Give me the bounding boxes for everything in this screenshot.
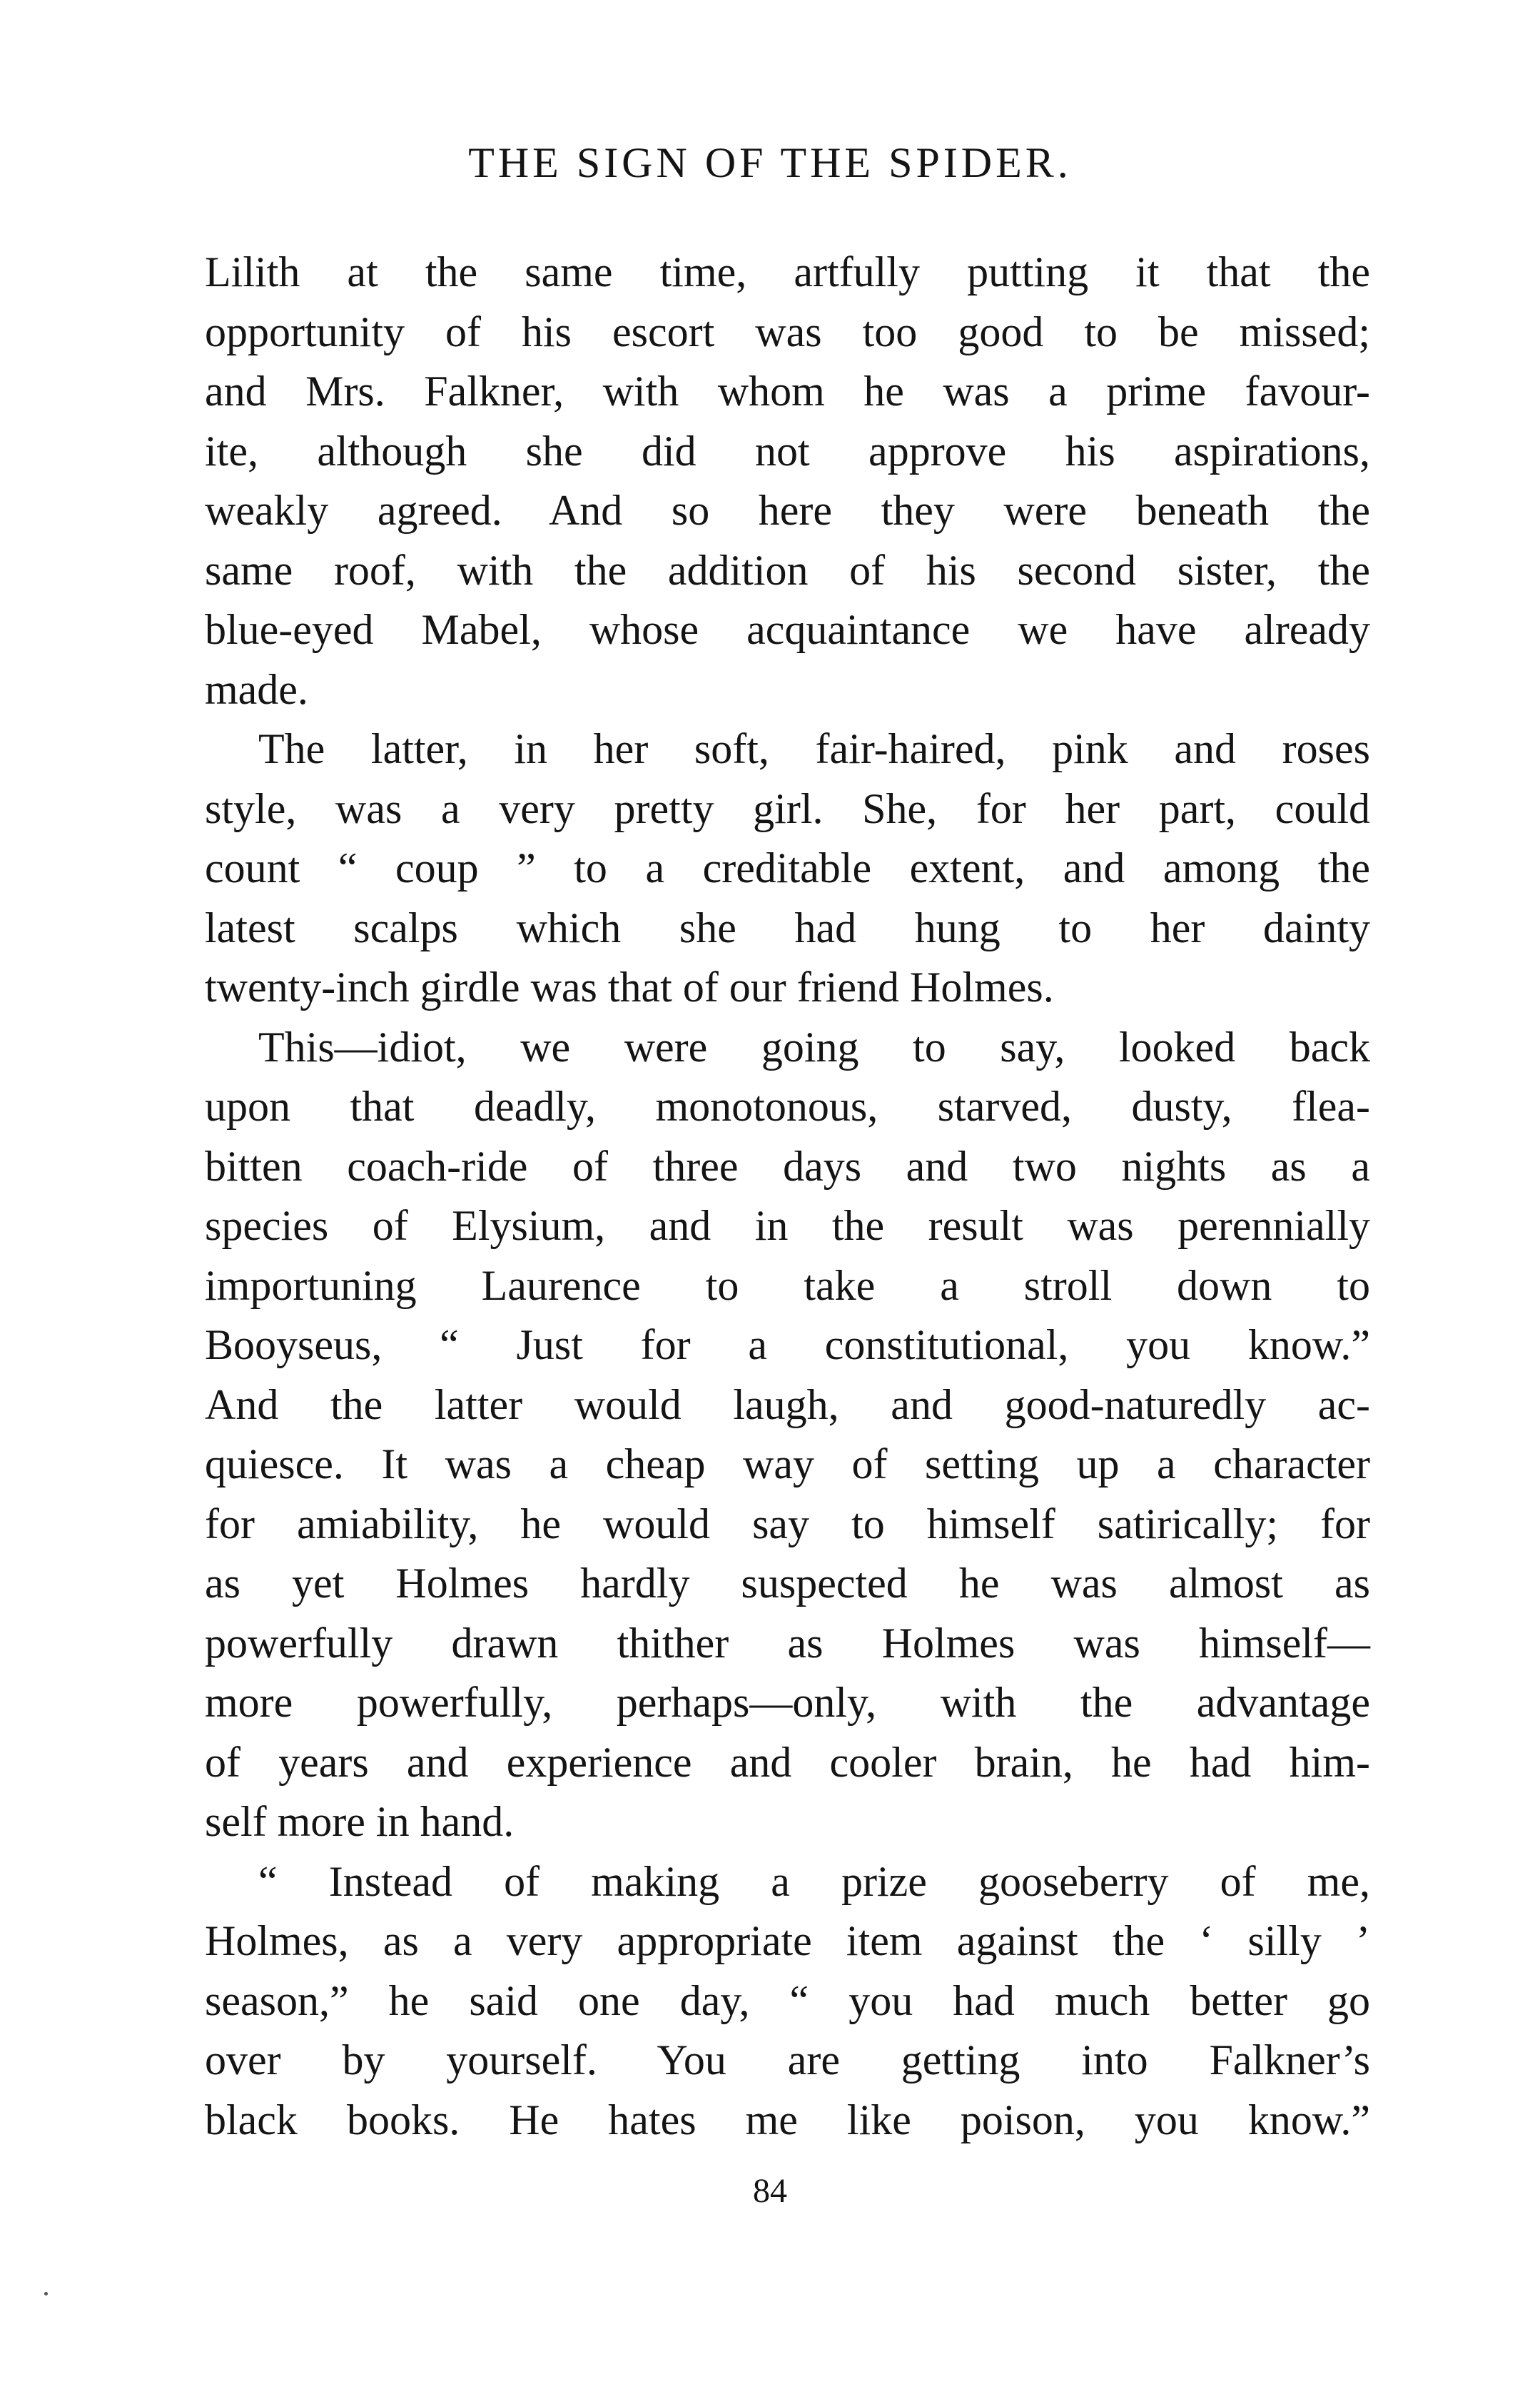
text-line: self more in hand. bbox=[205, 1798, 515, 1845]
text-line: opportunity of his escort was too good to be missed; bbox=[205, 308, 1370, 355]
running-head: THE SIGN OF THE SPIDER. bbox=[468, 139, 1072, 186]
text-line: twenty-inch girdle was that of our friend Holmes. bbox=[205, 964, 1054, 1011]
text-line: upon that deadly, monotonous, starved, dusty, flea- bbox=[205, 1083, 1370, 1130]
text-line: powerfully drawn thither as Holmes was himself— bbox=[205, 1619, 1370, 1667]
text-line: weakly agreed. And so here they were beneath the bbox=[205, 487, 1370, 534]
text-line: and Mrs. Falkner, with whom he was a prime favour- bbox=[205, 368, 1370, 415]
text-line: as yet Holmes hardly suspected he was almost as bbox=[205, 1560, 1370, 1607]
text-line: for amiability, he would say to himself satirically; for bbox=[205, 1500, 1370, 1547]
text-line: style, was a very pretty girl. She, for her part, could bbox=[205, 784, 1370, 832]
text-line: made. bbox=[205, 665, 308, 713]
text-line: Booyseus, “ Just for a constitutional, you know.” bbox=[205, 1321, 1370, 1368]
text-line: ite, although she did not approve his aspirations, bbox=[205, 427, 1370, 475]
page-number: 84 bbox=[753, 2172, 787, 2210]
text-line: importuning Laurence to take a stroll down to bbox=[205, 1261, 1370, 1309]
text-line: more powerfully, perhaps—only, with the advantage bbox=[205, 1679, 1370, 1726]
body-text bbox=[205, 243, 1370, 2150]
text-line: species of Elysium, and in the result was perennially bbox=[205, 1202, 1370, 1249]
text-line: of years and experience and cooler brain, he had him- bbox=[205, 1738, 1370, 1786]
text-line: latest scalps which she had hung to her dainty bbox=[205, 904, 1370, 951]
text-line: bitten coach-ride of three days and two nights as a bbox=[205, 1142, 1370, 1190]
text-line: same roof, with the addition of his second sister, the bbox=[205, 546, 1370, 594]
paper-speck bbox=[44, 2292, 48, 2295]
text-line: count “ coup ” to a creditable extent, and among the bbox=[205, 844, 1370, 892]
text-line: over by yourself. You are getting into Falkner’s bbox=[205, 2036, 1370, 2084]
text-line: Holmes, as a very appropriate item against the ‘ silly ’ bbox=[205, 1917, 1370, 1964]
text-line: black books. He hates me like poison, you know.” bbox=[205, 2096, 1370, 2143]
text-line: The latter, in her soft, fair-haired, pink and roses bbox=[258, 725, 1370, 772]
text-line: “ Instead of making a prize gooseberry of me, bbox=[258, 1857, 1370, 1905]
text-line: season,” he said one day, “ you had much better go bbox=[205, 1976, 1370, 2024]
text-line: And the latter would laugh, and good-naturedly ac- bbox=[205, 1380, 1370, 1428]
text-line: quiesce. It was a cheap way of setting up a character bbox=[205, 1440, 1370, 1488]
text-line: This—idiot, we were going to say, looked back bbox=[258, 1023, 1370, 1071]
text-line: Lilith at the same time, artfully putting it that the bbox=[205, 248, 1370, 296]
text-line: blue-eyed Mabel, whose acquaintance we have already bbox=[205, 606, 1370, 653]
